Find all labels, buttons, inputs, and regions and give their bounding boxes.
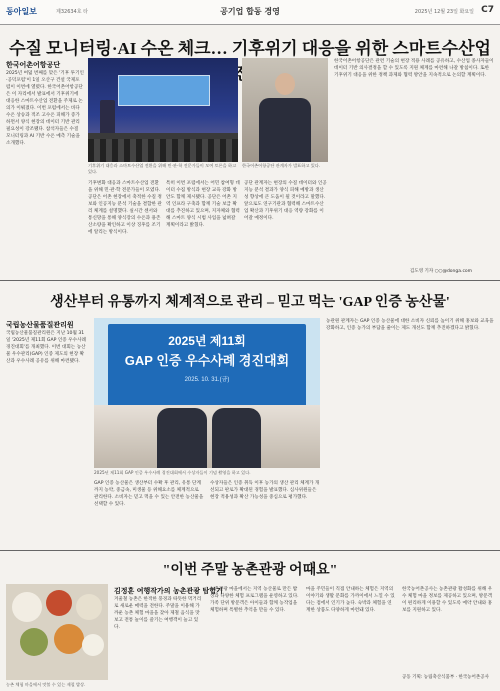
article-tour-col4: 한국농어촌공사는 농촌관광 활성화를 위해 우수 체험 마을 정보를 제공하고 있으며, 방문객이 편리하게 이용할 수 있도록 예약 안내와 홍보를 지원하고 있다.: [402, 587, 493, 613]
caption-food: 농촌 체험 마을에서 맛볼 수 있는 제철 밥상.: [6, 682, 86, 687]
caption-gap: 2025년 제11회 GAP 인증 우수사례 경진대회에서 수상자들이 기념 촬영을 하고 있다.: [94, 470, 251, 475]
article-water-col3: 특히 이번 포럼에서는 어민 참여형 데이터 수집 방식과 현장 교육 강화 방안도 함께 제시됐다. 공단은 어촌 지역 인프라 구축과 함께 기술 보급 확대를 추진하고 있으며, 지자체와 협력해 스마트 양식 시범 사업을 넓혀갈 계획이라고 밝혔다.: [166, 181, 240, 228]
article-tour-col3: 마을 주민들이 직접 안내하는 체험은 지역의 이야기와 생활 문화를 가까이에서 느낄 수 있다는 점에서 인기가 높다. 숙박과 체험을 연계한 상품도 다양하게 마련돼 있다.: [306, 587, 395, 613]
section-title: 공기업 합동 경영: [220, 7, 280, 16]
banner-line-1: 2025년 제11회: [168, 334, 246, 348]
photo-speaker: [242, 58, 328, 162]
page-header: [0, 0, 500, 25]
article-gap-col3: 수상자들은 인증 취득 이후 농가의 생산 관리 체계가 개선되고 판로가 확대된 경험을 발표했다. 심사위원들은 현장 적용성과 확산 가능성을 중심으로 평가했다.: [210, 481, 320, 500]
banner-line-2: GAP 인증 우수사례 경진대회: [124, 353, 290, 368]
article-gap-col2: GAP 인증 농산물은 생산부터 수확 후 관리, 유통 단계까지 농약, 중금속, 미생물 등 위해요소를 체계적으로 관리한다. 소비자는 믿고 먹을 수 있는 안전한 농산물을 선택할 수 있다.: [94, 481, 204, 507]
headline-gap: 생산부터 유통까지 체계적으로 관리 – 믿고 먹는 'GAP 인증 농산물': [50, 295, 450, 310]
photo-forum-stage: [88, 58, 238, 162]
article-water-col4: 공단 관계자는 현장의 수질 데이터와 인공지능 분석 결과가 양식 피해 예방과 생산성 향상에 큰 도움이 될 것이라고 말했다. 앞으로도 연구기관과 협력해 스마트수산업 확산과 기후위기 대응 역량 강화를 이어갈 예정이다.: [244, 181, 327, 221]
article-water-col1: 2025년 여덟 번째를 맞은 '기후 투기인·공덕포럼'이 1일 오산구 건설 국제포럼이 이번에 열렸다. 한국어촌어항공단은 이 자리에서 발표에서 기후위기에 대응한 스마트수산업 전환을 주제로 논의가 이뤄졌다. 이번 포럼에서는 바다 수온 상승과 적조 고수온 피해가 증가하면서 양식 현장의 데이터 기반 관리 필요성이 강조됐다. 참석자들은 수질 모니터링과 AI 기반 수온 예측 기술을 소개했다.: [6, 71, 84, 146]
photo-gap-ceremony: [94, 318, 320, 468]
byline-gap: 국립농산물품질관리원: [6, 321, 74, 329]
credit-water: 김도영 기자 ○○@donga.com: [410, 269, 473, 274]
byline-tour: 김정훈 여행작가의 농촌관광 탐험기: [114, 587, 223, 595]
page-number: C7: [481, 5, 494, 15]
caption-speaker: 한국어촌어항공단 관계자가 발표하고 있다.: [242, 163, 321, 168]
article-gap-col4: 농관원 관계자는 GAP 인증 농산물에 대한 소비자 신뢰를 높이기 위해 홍보와 교육을 강화하고, 인증 농가의 부담을 줄이는 제도 개선도 함께 추진하겠다고 밝혔다.: [326, 319, 494, 331]
issue-date: 2025년 12월 23일 화요일: [414, 9, 474, 15]
article-tour-col1: 겨울철 농촌은 한적한 풍경과 따뜻한 먹거리로 새로운 매력을 전한다. 주말을 이용해 가까운 농촌 체험 마을을 찾아 제철 음식을 맛보고 전통 놀이를 즐기는 여행객이 늘고 있다.: [114, 597, 202, 630]
gap-banner: [108, 324, 307, 408]
caption-forum: 기후위기 대응과 스마트수산업 전환을 위해 민·관·학 전문가들이 모여 토론을 하고 있다.: [88, 163, 237, 174]
byline-water: 한국어촌어항공단: [6, 61, 61, 69]
headline-water: 수질 모니터링·AI 수온 체크… 기후위기 대응을 위한 스마트수산업: [9, 39, 491, 58]
article-water-col5: 한국어촌어항공단은 관련 기술의 현장 적용 사례를 공유하고, 수산업 종사자들이 데이터 기반 의사결정을 할 수 있도록 지원 체계를 마련해 나갈 방침이다. 또한 기후위기 대응을 위한 정책 과제와 협력 방안을 지속적으로 논의할 계획이다.: [334, 59, 494, 78]
article-tour-col2: 농촌관광 마을에서는 지역 농산물로 만든 밥상과 다양한 체험 프로그램을 운영하고 있다. 가족 단위 방문객은 아이들과 함께 농작업을 체험하며 특별한 추억을 만들 수 있다.: [210, 587, 299, 613]
headline-tour: "이번 주말 농촌관광 어때요": [162, 563, 338, 578]
masthead: 동아일보: [6, 7, 37, 16]
photo-food-table: [6, 584, 108, 680]
article-water-col2: 기후변화 대응과 스마트수산업 전환을 위해 민·관·학 전문가들이 모였다. 공단은 어촌 현장에서 축적한 수질 정보와 인공지능 분석 기술을 결합한 관리 체계를 설명했다. 실시간 센서와 통신망을 통해 양식장의 수온과 용존산소량을 확인하고 이상 징후를 조기에 알리는 방식이다.: [88, 181, 162, 235]
issue-number: 제32634호 타: [56, 9, 88, 15]
article-gap-col1: 국립농산물품질관리원은 지난 10월 31일 '2025년 제11회 GAP 인증 우수사례 경진대회'를 개최했다. 이번 대회는 농산물 우수관리(GAP) 인증 제도의 현장 확산과 우수사례 공유를 위해 마련됐다.: [6, 331, 86, 364]
banner-line-3: 2025. 10. 31.(금): [184, 377, 230, 383]
credit-tour: 공동 기획: 농림축산식품부 · 한국농어촌공사: [402, 675, 489, 680]
